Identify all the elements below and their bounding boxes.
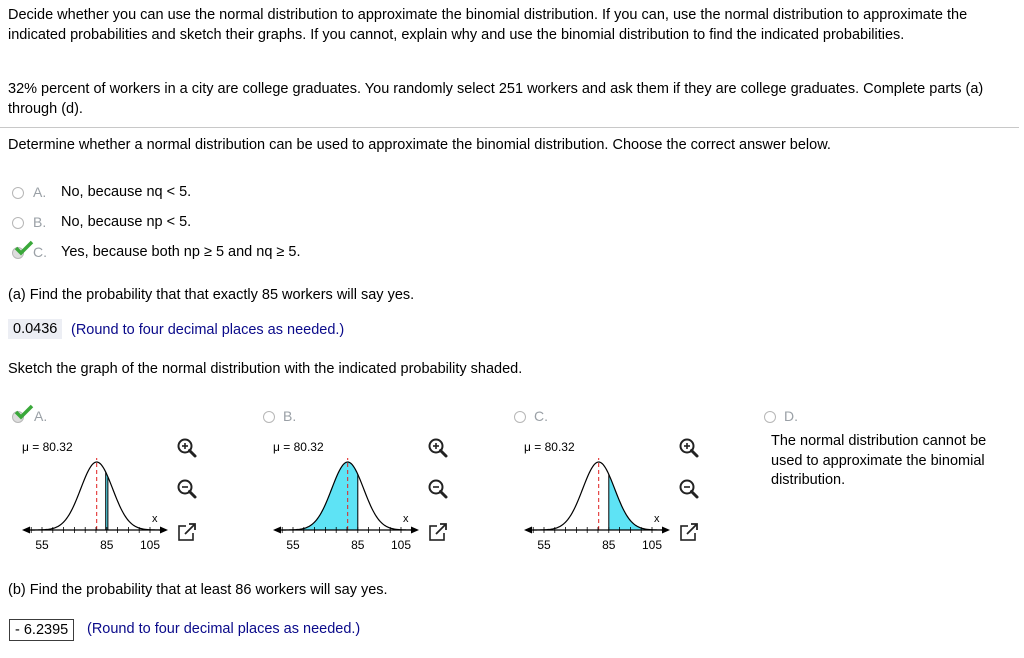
axis-arrow-right [662, 527, 670, 534]
divider [0, 127, 1019, 128]
mu-label: μ = 80.32 [273, 440, 324, 454]
x-axis-label: x [152, 513, 158, 525]
part-a-answer[interactable]: 0.0436 [8, 319, 62, 339]
graph-b [271, 436, 421, 556]
normal-curve [31, 462, 161, 530]
zoom-out-icon[interactable] [425, 476, 451, 502]
sketch-prompt: Sketch the graph of the normal distribution with the indicated probability shaded. [8, 361, 523, 377]
expand-icon[interactable] [425, 519, 451, 545]
tick-label: 55 [537, 538, 551, 552]
option-c-letter: C. [33, 244, 47, 260]
graph-c [522, 436, 672, 556]
axis-arrow-left [524, 527, 532, 534]
zoom-in-icon[interactable] [676, 435, 702, 461]
normal-curve [533, 462, 663, 530]
graph-d-letter: D. [784, 408, 798, 424]
option-a-text: No, because nq < 5. [61, 184, 192, 200]
zoom-out-icon[interactable] [676, 476, 702, 502]
tick-label: 85 [351, 538, 365, 552]
graph-a [20, 436, 170, 556]
problem-text: 32% percent of workers in a city are college graduates. You randomly select 251 workers and ask them if they are college graduates. Complete parts (a) through (d). [8, 81, 984, 117]
question-prompt: Determine whether a normal distribution can be used to approximate the binomial distribution. Choose the correct answer below. [8, 137, 831, 153]
part-b-answer[interactable]: - 6.2395 [9, 619, 74, 641]
checkmark-icon [14, 404, 34, 420]
option-a-letter: A. [33, 184, 47, 200]
expand-icon[interactable] [676, 519, 702, 545]
tick-label: 85 [602, 538, 616, 552]
tick-label: 55 [35, 538, 49, 552]
x-axis-label: x [654, 513, 660, 525]
radio-b[interactable] [12, 217, 24, 229]
tick-label: 105 [139, 538, 161, 552]
graph-radio-d[interactable] [764, 411, 776, 423]
mu-label: μ = 80.32 [524, 440, 575, 454]
graph-a-letter: A. [34, 408, 48, 424]
mu-label: μ = 80.32 [22, 440, 73, 454]
graph-c-letter: C. [534, 408, 548, 424]
part-b-prompt: (b) Find the probability that at least 86 workers will say yes. [8, 582, 388, 598]
zoom-in-icon[interactable] [425, 435, 451, 461]
expand-icon[interactable] [174, 519, 200, 545]
graph-b-letter: B. [283, 408, 297, 424]
x-axis-label: x [403, 513, 409, 525]
instructions-text: Decide whether you can use the normal distribution to approximate the binomial distribution. If you can, use the normal distribution to approximate the indicated probabilities and sketch their graphs. If you cannot, explain why and use the binomial distribution to find the indicated probabilities. [8, 7, 968, 43]
part-a-hint: (Round to four decimal places as needed.) [71, 322, 345, 338]
tick-label: 105 [641, 538, 663, 552]
tick-label: 55 [286, 538, 300, 552]
tick-label: 105 [390, 538, 412, 552]
part-b-hint: (Round to four decimal places as needed.) [87, 621, 361, 637]
shaded-region [609, 474, 652, 530]
zoom-in-icon[interactable] [174, 435, 200, 461]
graph-radio-b[interactable] [263, 411, 275, 423]
zoom-out-icon[interactable] [174, 476, 200, 502]
axis-arrow-left [22, 527, 30, 534]
option-b-text: No, because np < 5. [61, 214, 192, 230]
axis-arrow-left [273, 527, 281, 534]
radio-a[interactable] [12, 187, 24, 199]
option-c-text: Yes, because both np ≥ 5 and nq ≥ 5. [61, 244, 301, 260]
graph-radio-c[interactable] [514, 411, 526, 423]
checkmark-icon [14, 240, 34, 256]
graph-d-text: The normal distribution cannot be used to approximate the binomial distribution. [771, 433, 987, 488]
tick-label: 85 [100, 538, 114, 552]
option-b-letter: B. [33, 214, 47, 230]
part-a-prompt: (a) Find the probability that that exactly 85 workers will say yes. [8, 287, 415, 303]
axis-arrow-right [411, 527, 419, 534]
